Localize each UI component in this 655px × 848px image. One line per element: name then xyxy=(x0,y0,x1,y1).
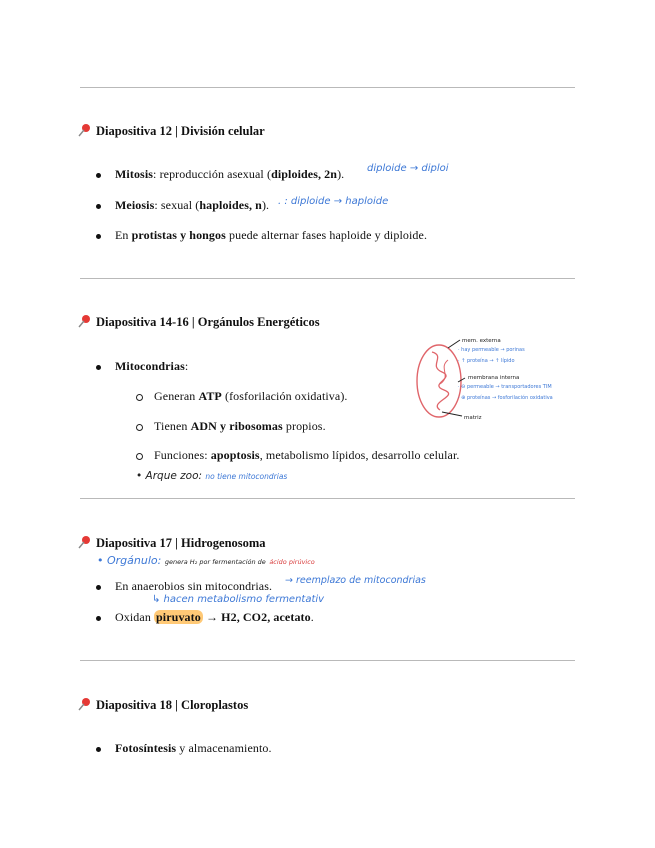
section-heading: Diapositiva 14-16 | Orgánulos Energéticos xyxy=(78,314,320,330)
handwritten-note: • Orgánulo: genera H₂ por fermentación de ácido pirúvico xyxy=(97,554,315,567)
diagram-label: · hay permeable → porinas xyxy=(458,347,525,353)
divider xyxy=(80,660,575,661)
section-heading: Diapositiva 18 | Cloroplastos xyxy=(78,697,248,713)
handwritten-note: . : diploide → haploide xyxy=(278,196,389,207)
diagram-label: · ↑ proteína → ↑ lípido xyxy=(458,358,515,364)
section-heading: Diapositiva 17 | Hidrogenosoma xyxy=(78,535,266,551)
handwritten-note: • Arque zoo: no tiene mitocondrias xyxy=(136,470,288,482)
divider xyxy=(80,498,575,499)
diagram-label: · ⊕ proteínas → fosforilación oxidativa xyxy=(458,395,553,401)
mitochondria-diagram xyxy=(410,332,595,428)
handwritten-note: diploide → diploi xyxy=(367,163,449,174)
diagram-label: · ⊖ permeable → transportadores TIM xyxy=(458,384,552,390)
handwritten-note: ↳ hacen metabolismo fermentativ xyxy=(152,594,325,605)
divider xyxy=(80,87,575,88)
diagram-label: mem. externa xyxy=(462,338,501,344)
highlight: piruvato xyxy=(156,610,201,624)
section-heading: Diapositiva 12 | División celular xyxy=(78,123,265,139)
divider xyxy=(80,278,575,279)
pushpin-icon xyxy=(78,123,94,139)
handwritten-note: → reemplazo de mitocondrias xyxy=(285,575,426,586)
pushpin-icon xyxy=(78,314,94,330)
diagram-label: matriz xyxy=(464,415,482,421)
diagram-label: membrana interna xyxy=(468,375,520,381)
pushpin-icon xyxy=(78,697,94,713)
pushpin-icon xyxy=(78,535,94,551)
